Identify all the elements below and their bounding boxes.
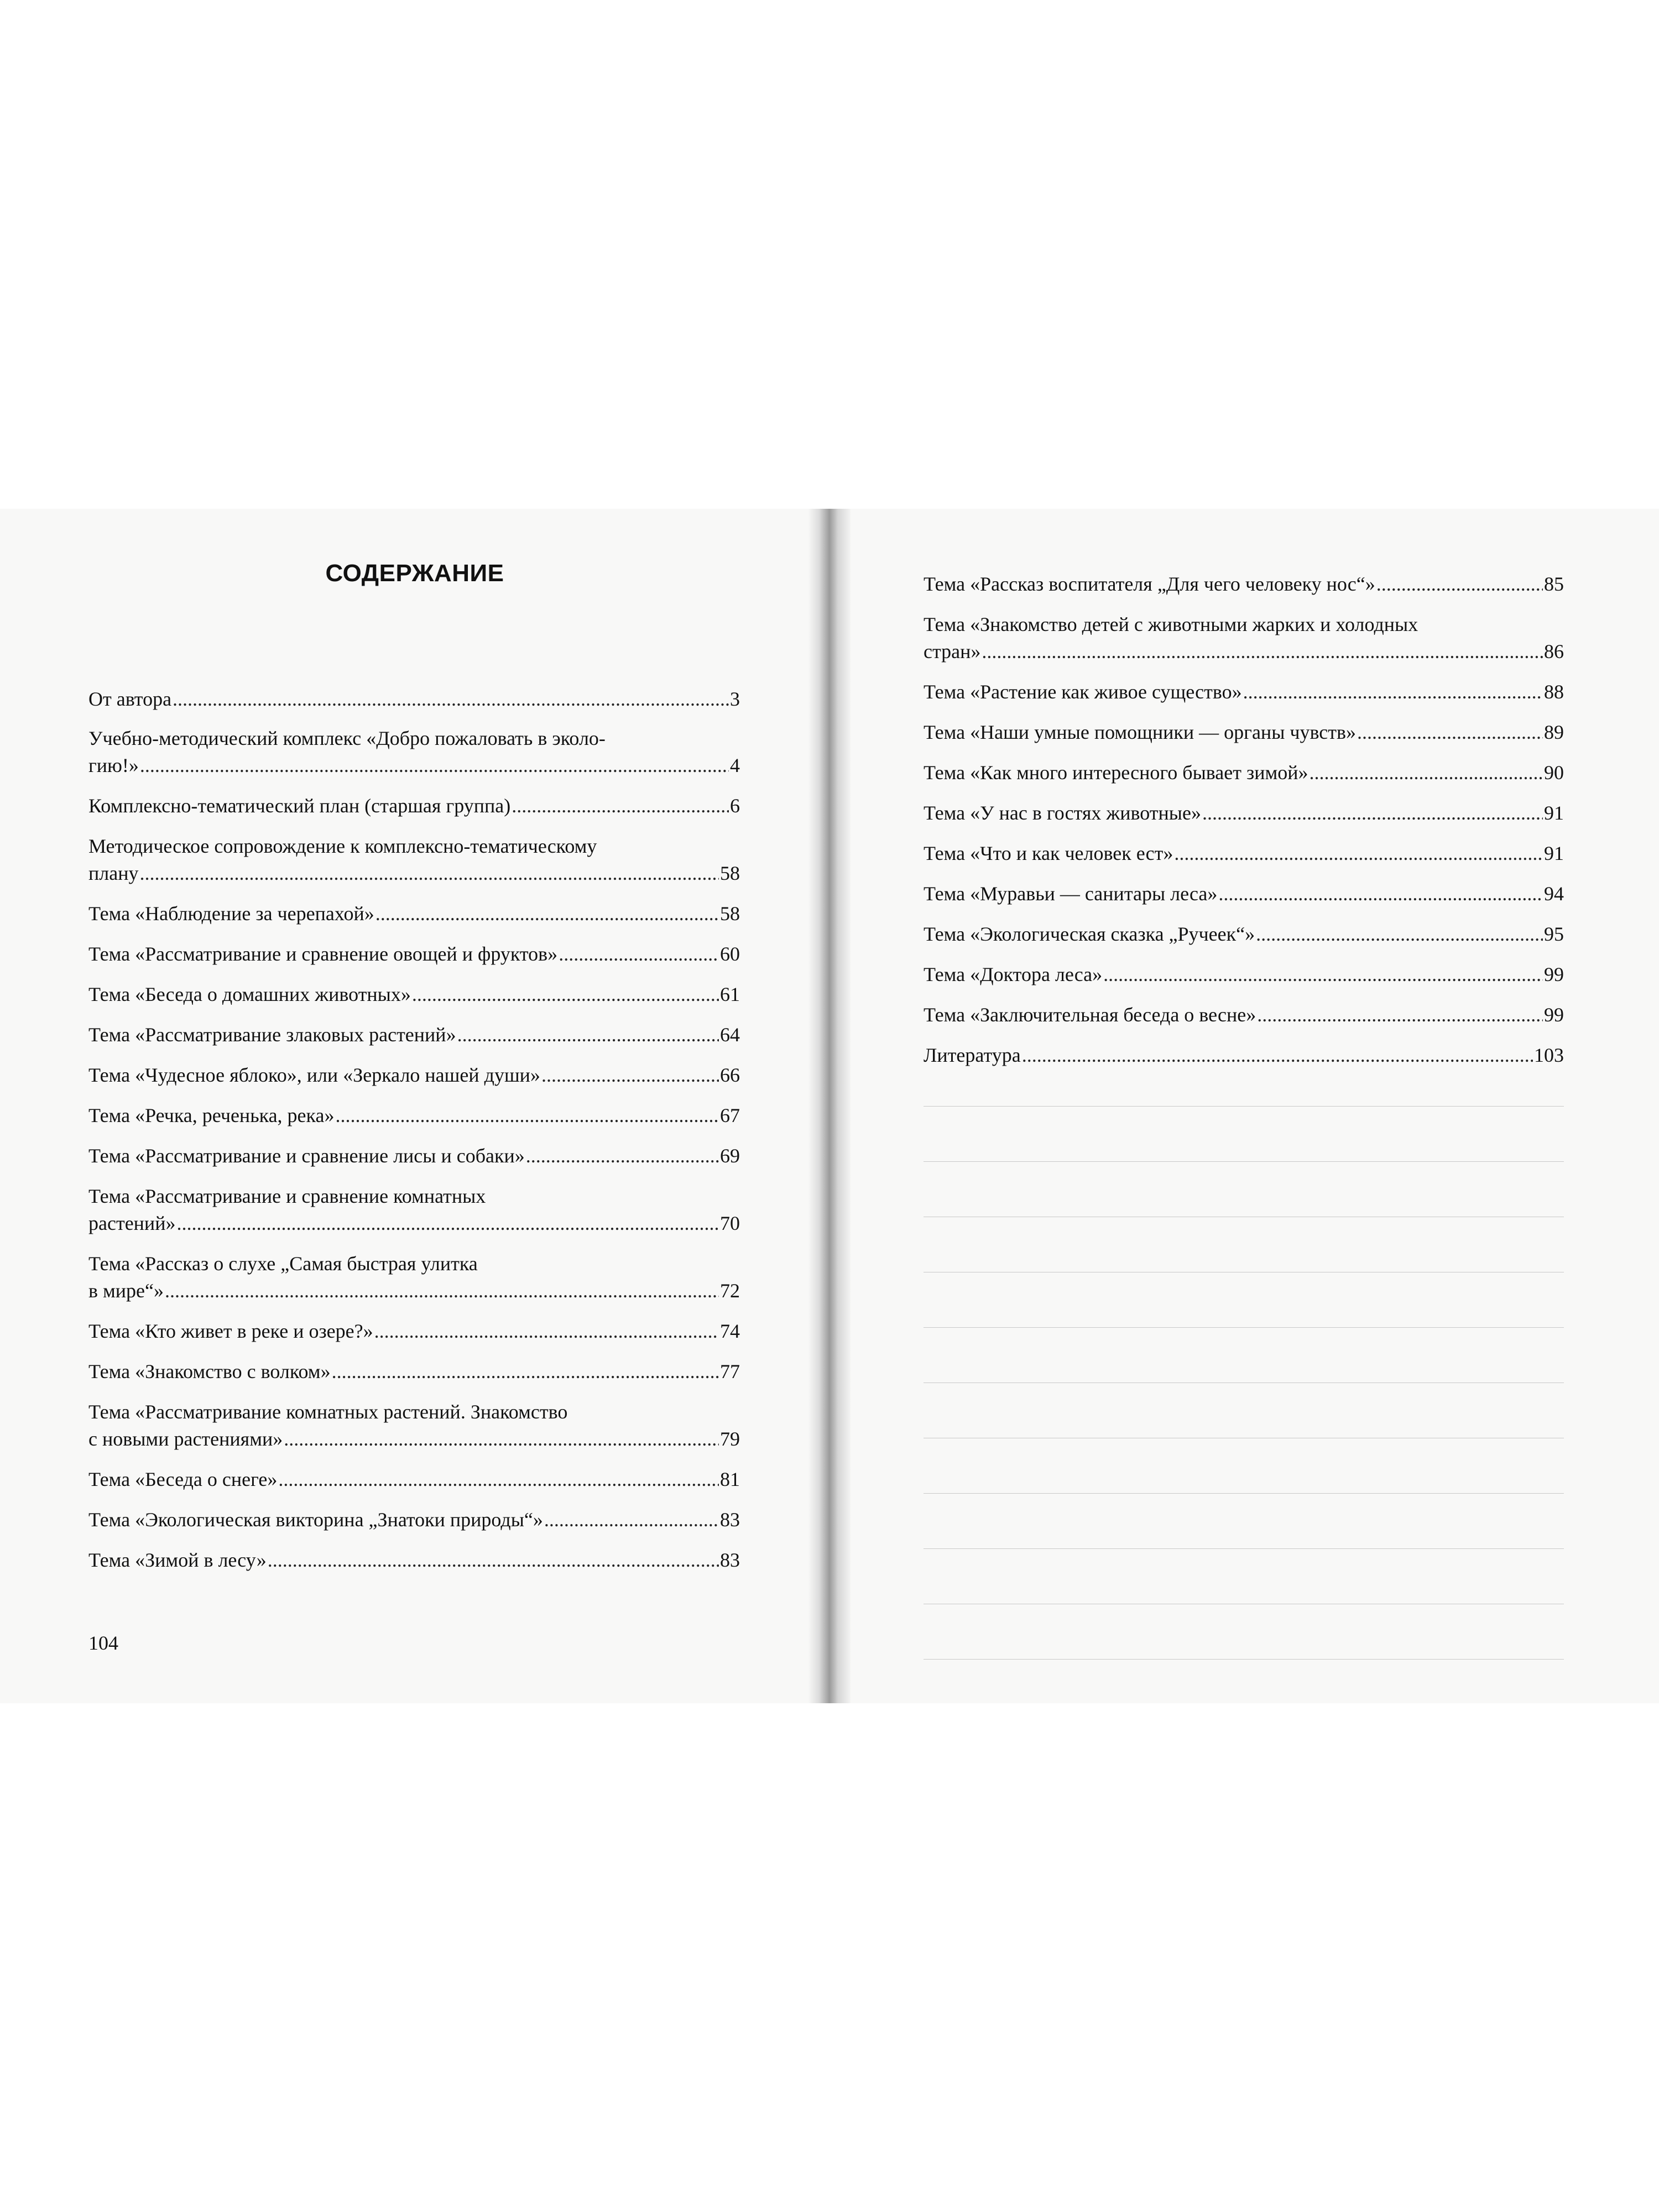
- toc-entry-page: 67: [720, 1104, 740, 1126]
- leader-dots: [1022, 1042, 1533, 1069]
- toc-entry: [88, 1183, 740, 1237]
- book-spread: [0, 509, 1659, 1703]
- ruled-line: [924, 1327, 1564, 1328]
- toc-entry-page: 94: [1544, 883, 1564, 905]
- ruled-line: [924, 1548, 1564, 1549]
- toc-entry-page: 81: [720, 1468, 740, 1490]
- toc-entry-title: Тема «Беседа о домашних животных»: [88, 983, 411, 1005]
- toc-entry-title: Тема «Рассматривание и сравнение лисы и собаки»: [88, 1145, 525, 1167]
- toc-entry-page: 61: [720, 983, 740, 1005]
- toc-entry-title-line1: Тема «Знакомство детей с животными жарких и холодных: [924, 613, 1418, 635]
- leader-dots: [1376, 571, 1543, 598]
- toc-entry-title: Тема «Доктора леса»: [924, 963, 1103, 985]
- toc-entry-title-line1: Учебно-методический комплекс «Добро пожаловать в эколо-: [88, 727, 606, 749]
- toc-entry-page: 60: [720, 943, 740, 965]
- toc-entry-title: Тема «Что и как человек ест»: [924, 842, 1173, 864]
- toc-entry-page: 95: [1544, 923, 1564, 945]
- toc-entry-title: Тема «Заключительная беседа о весне»: [924, 1004, 1256, 1026]
- toc-entry-title: Тема «Муравьи — санитары леса»: [924, 883, 1218, 905]
- toc-entry: [88, 725, 740, 779]
- leader-dots: [140, 752, 729, 779]
- leader-dots: [335, 1102, 719, 1129]
- page-title: СОДЕРЖАНИЕ: [325, 560, 504, 587]
- toc-list-left: [88, 686, 740, 1587]
- toc-entry: [924, 840, 1564, 867]
- toc-entry-title: Тема «Рассказ воспитателя „Для чего человеку нос“»: [924, 573, 1375, 595]
- leader-dots: [1256, 921, 1543, 948]
- toc-entry-title: Тема «Экологическая викторина „Знатоки природы“»: [88, 1509, 543, 1531]
- toc-entry-page: 74: [720, 1320, 740, 1342]
- toc-entry: [924, 611, 1564, 665]
- toc-entry-title: Тема «Кто живет в реке и озере?»: [88, 1320, 373, 1342]
- toc-entry-page: 58: [720, 902, 740, 925]
- toc-entry-title: Комплексно-тематический план (старшая группа): [88, 795, 511, 817]
- right-page: [830, 509, 1659, 1703]
- leader-dots: [412, 981, 719, 1008]
- toc-entry-title: Тема «У нас в гостях животные»: [924, 802, 1201, 824]
- toc-entry: [88, 1506, 740, 1533]
- toc-entry-page: 64: [720, 1024, 740, 1046]
- toc-entry-page: 4: [730, 754, 740, 776]
- leader-dots: [1257, 1001, 1543, 1029]
- leader-dots: [1103, 961, 1543, 988]
- toc-entry-page: 99: [1544, 963, 1564, 985]
- toc-entry: [924, 800, 1564, 827]
- toc-entry-title-line1: Тема «Рассматривание и сравнение комнатных: [88, 1185, 486, 1207]
- toc-entry: [924, 1042, 1564, 1069]
- toc-entry: [88, 1466, 740, 1493]
- toc-entry: [924, 961, 1564, 988]
- toc-entry: [924, 759, 1564, 786]
- toc-entry-page: 88: [1544, 681, 1564, 703]
- leader-dots: [1174, 840, 1543, 867]
- leader-dots: [544, 1506, 719, 1533]
- leader-dots: [982, 638, 1543, 665]
- toc-entry: [88, 1250, 740, 1305]
- toc-entry-title: Тема «Наши умные помощники — органы чувств»: [924, 721, 1356, 743]
- toc-entry-page: 58: [720, 862, 740, 884]
- toc-entry-title: с новыми растениями»: [88, 1428, 283, 1450]
- toc-entry-title: гию!»: [88, 754, 139, 776]
- toc-entry: [88, 941, 740, 968]
- toc-entry: [88, 1142, 740, 1170]
- toc-entry-page: 69: [720, 1145, 740, 1167]
- leader-dots: [268, 1547, 719, 1574]
- toc-entry: [88, 686, 740, 713]
- toc-entry-page: 6: [730, 795, 740, 817]
- toc-entry-page: 89: [1544, 721, 1564, 743]
- toc-entry: [88, 1102, 740, 1129]
- toc-entry: [924, 921, 1564, 948]
- toc-entry-title: Тема «Рассматривание злаковых растений»: [88, 1024, 456, 1046]
- toc-entry: [88, 900, 740, 927]
- toc-entry-page: 103: [1534, 1044, 1564, 1066]
- toc-entry-title-line1: Тема «Рассказ о слухе „Самая быстрая улитка: [88, 1253, 478, 1275]
- toc-entry-page: 70: [720, 1212, 740, 1234]
- toc-entry-title: в мире“»: [88, 1280, 164, 1302]
- toc-entry: [88, 1062, 740, 1089]
- leader-dots: [176, 1210, 719, 1237]
- toc-entry: [88, 981, 740, 1008]
- ruled-line: [924, 1161, 1564, 1162]
- toc-entry: [88, 1358, 740, 1385]
- toc-entry-title: Тема «Знакомство с волком»: [88, 1360, 331, 1383]
- toc-entry: [924, 679, 1564, 706]
- toc-entry-title: растений»: [88, 1212, 176, 1234]
- leader-dots: [526, 1142, 719, 1170]
- toc-entry: [924, 571, 1564, 598]
- ruled-line: [924, 1493, 1564, 1494]
- leader-dots: [374, 1318, 719, 1345]
- toc-entry: [924, 719, 1564, 746]
- toc-entry-page: 79: [720, 1428, 740, 1450]
- leader-dots: [165, 1277, 719, 1305]
- toc-entry: [88, 1547, 740, 1574]
- toc-entry-title-line1: Тема «Рассматривание комнатных растений. Знакомство: [88, 1401, 568, 1423]
- leader-dots: [1218, 880, 1543, 907]
- toc-entry-title: Тема «Рассматривание и сравнение овощей и фруктов»: [88, 943, 558, 965]
- ruled-line: [924, 1106, 1564, 1107]
- toc-entry-page: 91: [1544, 802, 1564, 824]
- leader-dots: [332, 1358, 719, 1385]
- toc-entry-title: Тема «Речка, реченька, река»: [88, 1104, 335, 1126]
- toc-entry: [88, 792, 740, 820]
- toc-entry-page: 90: [1544, 761, 1564, 784]
- leader-dots: [1357, 719, 1543, 746]
- leader-dots: [1243, 679, 1543, 706]
- leader-dots: [512, 792, 729, 820]
- toc-entry-page: 83: [720, 1509, 740, 1531]
- toc-entry-title: плану: [88, 862, 139, 884]
- leader-dots: [559, 941, 719, 968]
- ruled-line: [924, 1659, 1564, 1660]
- leader-dots: [1202, 800, 1543, 827]
- toc-entry: [924, 1001, 1564, 1029]
- toc-entry-title: Литература: [924, 1044, 1021, 1066]
- leader-dots: [284, 1426, 719, 1453]
- toc-entry-title: стран»: [924, 640, 981, 662]
- toc-entry-title: От автора: [88, 688, 172, 710]
- toc-entry-title: Тема «Чудесное яблоко», или «Зеркало нашей души»: [88, 1064, 540, 1086]
- toc-entry: [88, 1021, 740, 1048]
- left-page: [0, 509, 830, 1703]
- leader-dots: [541, 1062, 719, 1089]
- toc-entry-page: 99: [1544, 1004, 1564, 1026]
- book-gutter: [808, 509, 851, 1703]
- toc-entry-page: 86: [1544, 640, 1564, 662]
- toc-entry-page: 3: [730, 688, 740, 710]
- toc-entry: [924, 880, 1564, 907]
- leader-dots: [1310, 759, 1543, 786]
- toc-entry-title: Тема «Как много интересного бывает зимой»: [924, 761, 1308, 784]
- toc-list-right: [924, 571, 1564, 1082]
- toc-entry-page: 66: [720, 1064, 740, 1086]
- toc-entry: [88, 1318, 740, 1345]
- toc-entry-title: Тема «Зимой в лесу»: [88, 1549, 267, 1571]
- page-number: 104: [88, 1632, 118, 1654]
- toc-entry-title: Тема «Растение как живое существо»: [924, 681, 1242, 703]
- toc-entry-title: Тема «Наблюдение за черепахой»: [88, 902, 374, 925]
- leader-dots: [375, 900, 719, 927]
- leader-dots: [173, 686, 729, 713]
- toc-entry: [88, 1399, 740, 1453]
- leader-dots: [457, 1021, 719, 1048]
- toc-entry-page: 72: [720, 1280, 740, 1302]
- toc-entry-page: 83: [720, 1549, 740, 1571]
- toc-entry-title: Тема «Беседа о снеге»: [88, 1468, 278, 1490]
- toc-entry: [88, 833, 740, 887]
- leader-dots: [278, 1466, 719, 1493]
- toc-entry-title-line1: Методическое сопровождение к комплексно-тематическому: [88, 835, 597, 857]
- toc-entry-title: Тема «Экологическая сказка „Ручеек“»: [924, 923, 1255, 945]
- toc-entry-page: 77: [720, 1360, 740, 1383]
- toc-entry-page: 91: [1544, 842, 1564, 864]
- leader-dots: [139, 860, 719, 887]
- toc-entry-page: 85: [1544, 573, 1564, 595]
